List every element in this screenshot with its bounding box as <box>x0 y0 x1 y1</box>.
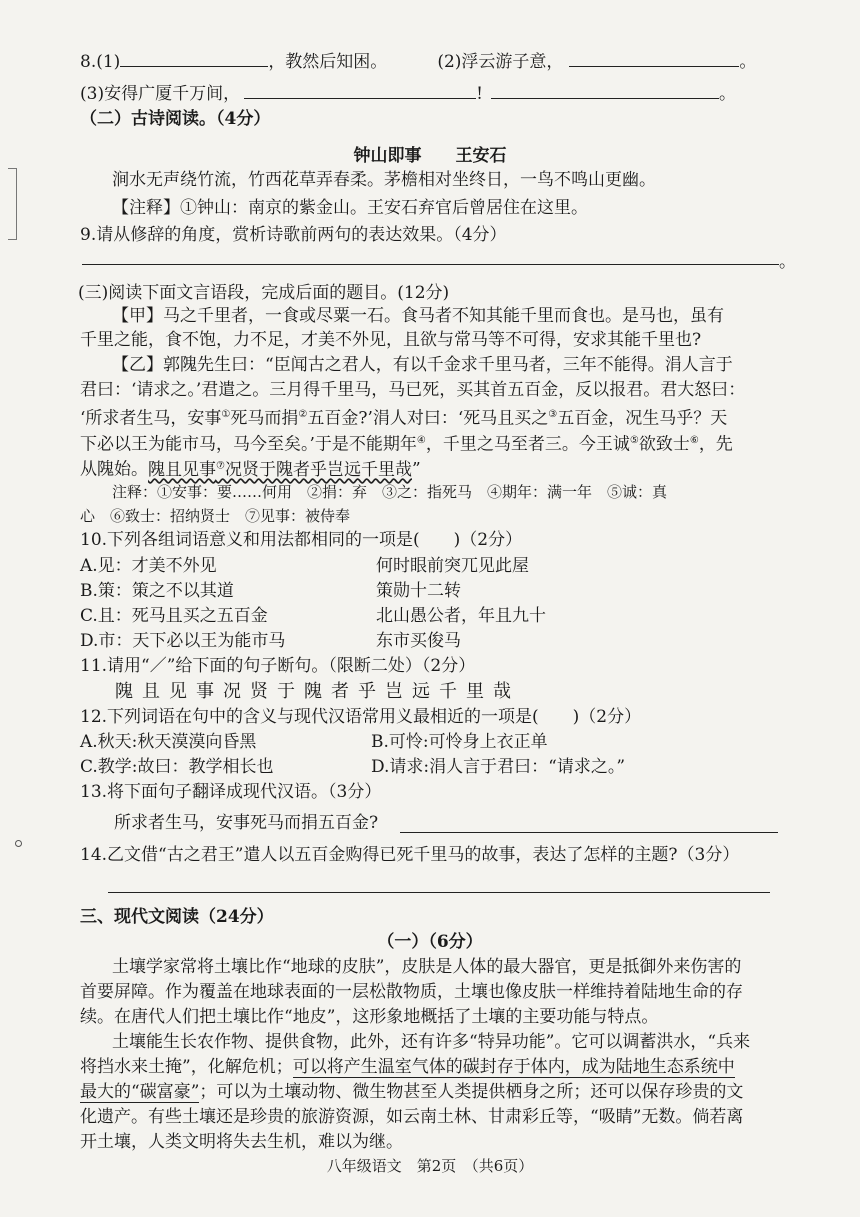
yi-4d: ，先 <box>698 434 733 455</box>
q10-option-b-left[interactable]: B.策：策之不以其道 <box>80 581 234 601</box>
q10-option-c-left[interactable]: C.且：死马且买之五百金 <box>80 606 268 626</box>
q11-text: 11.请用“／”给下面的句子断句。（限断二处）（2分） <box>80 656 476 676</box>
p1-line-3: 续。在唐代人们把土壤比作“地皮”，这形象地概括了土壤的主要功能与特点。 <box>80 1007 659 1027</box>
q12-option-a[interactable]: A.秋天:秋天漠漠向昏黑 <box>80 732 257 752</box>
part3-sub-heading: （一）（6分） <box>377 932 483 952</box>
q12-option-b[interactable]: B.可怜:可怜身上衣正单 <box>371 732 548 752</box>
p2-line-3 <box>80 1079 743 1105</box>
p2-2a: 将挡水来土掩”，化解危机； <box>80 1057 293 1077</box>
section2-heading: （二）古诗阅读。（4分） <box>80 109 271 129</box>
q8-1-blank[interactable] <box>120 48 268 67</box>
q8-1-text: ，教然后知困。 <box>268 52 388 72</box>
q10-option-d-left[interactable]: D.市：天下必以王为能市马 <box>80 631 286 651</box>
q10-option-d-right: 东市买俊马 <box>376 631 461 651</box>
p2-3b: ；可以为土壤动物、微生物甚至人类提供栖身之所；还可以保存珍贵的文 <box>199 1082 744 1102</box>
q13-sentence: 所求者生马，安事死马而捐五百金? <box>114 813 379 833</box>
q12-option-c[interactable]: C.教学:故曰：教学相长也 <box>80 757 274 777</box>
q9-text: 9.请从修辞的角度，赏析诗歌前两句的表达效果。（4分） <box>80 225 507 245</box>
q12-text: 12.下列词语在句中的含义与现代汉语常用义最相近的一项是( )（2分） <box>80 707 642 727</box>
q8-3-blank-1[interactable] <box>244 80 476 99</box>
page-footer: 八年级语文 第2页 （共6页） <box>326 1157 534 1175</box>
q8-2-end: 。 <box>739 52 757 72</box>
p1-line-1: 土壤学家常将土壤比作“地球的皮肤”，皮肤是人体的最大器官，更是抵御外来伤害的 <box>112 957 742 977</box>
sup-1: ① <box>221 409 231 420</box>
yi-line-1: 【乙】郭隗先生曰：“臣闻古之君人，有以千金求千里马者，三年不能得。涓人言于 <box>112 355 733 375</box>
q11-sentence[interactable]: 隗且见事况贤于隗者乎岂远千里哉 <box>115 681 520 702</box>
q13-answer-line[interactable] <box>400 832 778 833</box>
part3-heading: 三、现代文阅读（24分） <box>80 907 274 927</box>
q8-2-blank[interactable] <box>569 48 739 67</box>
sup-5: ⑤ <box>629 435 639 446</box>
q8-3-end: 。 <box>718 84 736 104</box>
q13-text: 13.将下面句子翻译成现代汉语。（3分） <box>80 782 382 802</box>
p2-line-4: 化遗产。有些土壤还是珍贵的旅游资源，如云南土林、甘肃彩丘等，“吸睛”无数。倘若离 <box>80 1107 744 1127</box>
p2-underlined-2: 最大的“碳富豪” <box>80 1082 200 1102</box>
q10-option-a-left[interactable]: A.见：才美不外见 <box>80 556 217 576</box>
sup-6: ⑥ <box>689 435 699 446</box>
poem-title: 钟山即事 王安石 <box>353 146 507 166</box>
section3-heading: (三)阅读下面文言语段，完成后面的题目。(12分) <box>78 283 450 303</box>
yi-3a: ‘所求者生马，安事 <box>80 408 222 429</box>
q8-3-excl: ! <box>476 84 483 104</box>
margin-bracket <box>8 168 17 240</box>
q12-option-d[interactable]: D.请求:涓人言于君曰：“请求之。” <box>371 757 626 777</box>
jia-line-1: 【甲】马之千里者，一食或尽粟一石。食马者不知其能千里而食也。是马也，虽有 <box>112 306 724 326</box>
sup-3: ③ <box>548 409 558 420</box>
yi-3c: 五百金?’涓人对曰：‘死马且买之 <box>307 408 549 429</box>
p2-line-5: 开土壤，人类文明将失去生机，难以为继。 <box>80 1132 403 1152</box>
q10-option-a-right: 何时眼前突兀见此屋 <box>376 556 529 576</box>
yi-5a: 从隗始。 <box>80 459 148 480</box>
yi-line-2: 君曰：‘请求之。’君遣之。三月得千里马，马已死，买其首五百金，反以报君。君大怒曰： <box>80 380 746 400</box>
q9-end: 。 <box>779 252 796 272</box>
q8-2-text: (2)浮云游子意， <box>437 52 564 72</box>
yi-4c: 欲致士 <box>638 434 690 455</box>
q8-line-1 <box>80 48 756 75</box>
yi-4b: ，千里之马至者三。今王诚 <box>425 434 630 455</box>
q10-text: 10.下列各组词语意义和用法都相同的一项是( )（2分） <box>80 530 523 550</box>
q9-answer-line[interactable] <box>82 264 779 265</box>
q8-3-text: (3)安得广厦千万间， <box>80 84 241 104</box>
yi-4a: 下必以王为能市马，马今至矣。’于是不能期年 <box>80 434 417 455</box>
sup-2: ② <box>298 409 308 420</box>
q10-option-b-right: 策勋十二转 <box>376 581 461 601</box>
margin-dot <box>15 840 22 847</box>
jia-line-2: 千里之能，食不饱，力不足，才美不外见，且欲与常马等不可得，安求其能千里也? <box>80 330 702 350</box>
q14-answer-line[interactable] <box>108 892 770 893</box>
yi-3d: 五百金，况生马乎？天 <box>557 408 728 429</box>
poem-text: 涧水无声绕竹流，竹西花草弄春柔。茅檐相对坐终日，一鸟不鸣山更幽。 <box>112 170 656 190</box>
yi-5c: 况贤于隗者乎岂远千里哉 <box>224 459 412 480</box>
sup-7: ⑦ <box>216 460 225 471</box>
q10-option-c-right: 北山愚公者，年且九十 <box>376 606 546 626</box>
yi-5d: ” <box>411 459 421 480</box>
yi-5b: 隗且见事 <box>148 459 216 480</box>
q8-label: 8.(1) <box>80 52 121 72</box>
p2-underlined-1: 可以将产生温室气体的碳封存于体内，成为陆地生态系统中 <box>292 1057 735 1077</box>
yi-5-wavy-sentence <box>148 460 412 480</box>
notes-line-1: 注释：①安事：要……何用 ②捐：弃 ③之：指死马 ④期年：满一年 ⑤诚：真 <box>112 483 668 501</box>
poem-note: 【注释】①钟山：南京的紫金山。王安石弃官后曾居住在这里。 <box>112 198 588 218</box>
q8-3-blank-2[interactable] <box>491 80 719 99</box>
yi-3b: 死马而捐 <box>230 408 299 429</box>
q8-line-2 <box>80 80 736 107</box>
sup-4: ④ <box>416 435 426 446</box>
p1-line-2: 首要屏障。作为覆盖在地球表面的一层松散物质，土壤也像皮肤一样维持着陆地生命的存 <box>80 982 743 1002</box>
q14-text: 14.乙文借“古之君王”遣人以五百金购得已死千里马的故事，表达了怎样的主题?（3分） <box>80 845 740 865</box>
p2-line-2 <box>80 1054 735 1080</box>
notes-line-2: 心 ⑥致士：招纳贤士 ⑦见事：被侍奉 <box>80 507 351 525</box>
p2-line-1: 土壤能生长农作物、提供食物，此外，还有许多“特异功能”。它可以调蓄洪水，“兵来 <box>112 1032 751 1052</box>
